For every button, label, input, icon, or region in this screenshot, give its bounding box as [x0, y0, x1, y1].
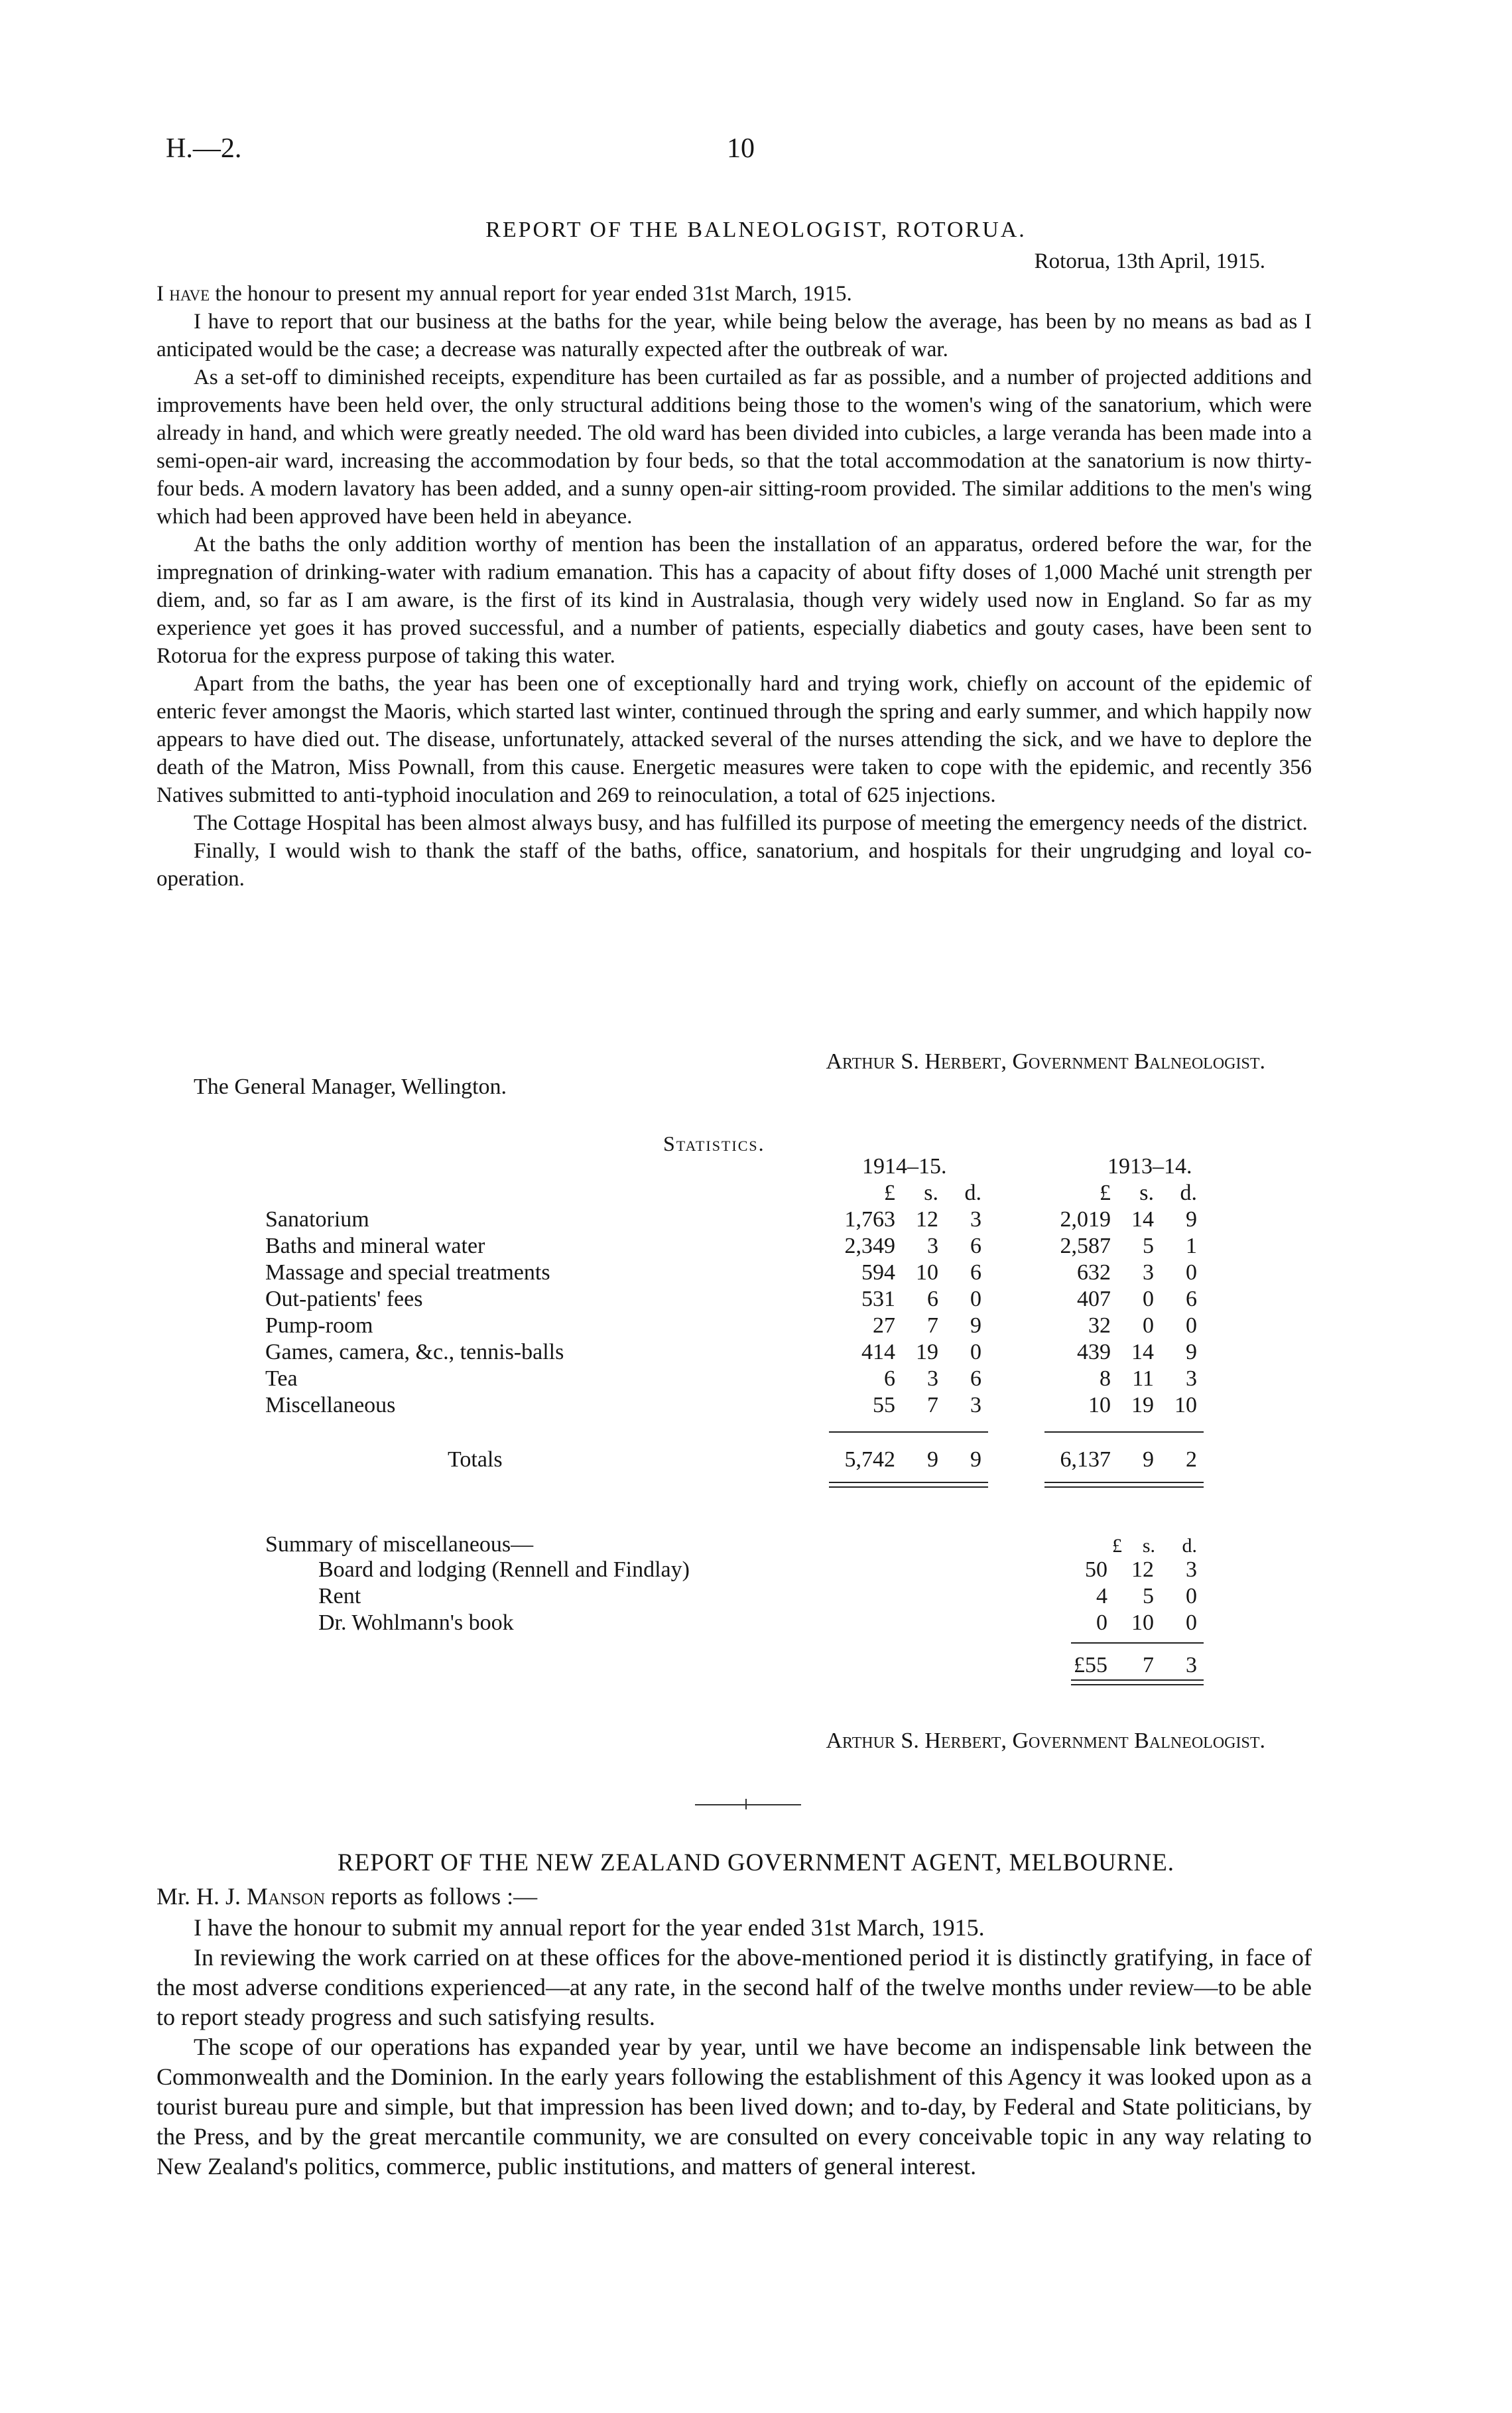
- report1-paragraph: I have to report that our business at the baths for the year, while being below the average, has been by no means as bad as I anticipated would be the case; a decrease was naturally expected after the outbreak of war.: [157, 310, 1312, 361]
- summary-row: Rent 4 5 0: [318, 1584, 1197, 1608]
- report2-paragraph: The scope of our operations has expanded year by year, until we have become an indispensable link between the Commonwealth and the Dominion. In the early years following the establishment of this Agency it was looked upon as a tourist bureau pure and simple, but that impression has been lived down; and to-day, by Federal and State politicians, by the Press, and by the great mercantile community, we are consulted on every conceivable topic in any way relating to New Zealand's politics, commerce, public institutions, and matters of general interest.: [157, 2034, 1312, 2180]
- pound-header: £: [884, 1181, 895, 1205]
- pound-header: £: [1112, 1535, 1122, 1557]
- report2-body: [157, 1913, 1312, 2182]
- report1-paragraph: Finally, I would wish to thank the staff of the baths, office, sanatorium, and hospitals for their ungrudging and loyal co-operation.: [157, 839, 1312, 891]
- report1-paragraph: Apart from the baths, the year has been one of exceptionally hard and trying work, chiefly on account of the epidemic of enteric fever amongst the Maoris, which started last winter, continued through the spring and early summer, and which happily now appears to have died out. The disease, unfortunately, attacked several of the nurses attending the sick, and we have to deplore the death of the Matron, Miss Pownall, from this cause. Energetic measures were taken to cope with the epidemic, and recently 356 Natives submitted to anti-typhoid inoculation and 269 to reinoculation, a total of 625 injections.: [157, 672, 1312, 807]
- report1-paragraph: The Cottage Hospital has been almost always busy, and has fulfilled its purpose of meeting the emergency needs of the district.: [194, 811, 1308, 835]
- shilling-header: s.: [1142, 1535, 1155, 1557]
- subtotal-rule: [1044, 1431, 1204, 1433]
- opening-rest: the honour to present my annual report for year ended 31st March, 1915.: [210, 282, 852, 306]
- year-header-1913: 1913–14.: [1107, 1154, 1192, 1179]
- section-divider-tick: [745, 1799, 747, 1809]
- summary-title: Summary of miscellaneous—: [265, 1532, 534, 1557]
- report1-paragraph: As a set-off to diminished receipts, expenditure has been curtailed as far as possible, and a number of projected additions and improvements have been held over, the only structural additions being those to the women's wing of the sanatorium, which were already in hand, and which were greatly needed. The old ward has been divided into cubicles, a large veranda has been made into a semi-open-air ward, increasing the accommodation by four beds, so that the total accommodation at the sanatorium is now thirty-four beds. A modern lavatory has been added, and a sunny open-air sitting-room provided. The similar additions to the men's wing which had been approved have been held in abeyance.: [157, 365, 1312, 529]
- summary-row: Dr. Wohlmann's book 0 10 0: [318, 1610, 1197, 1635]
- pence-header: d.: [1180, 1181, 1197, 1205]
- year-header-1914: 1914–15.: [862, 1154, 947, 1179]
- dateline: Rotorua, 13th April, 1915.: [1034, 249, 1265, 273]
- opening-word: I have: [157, 282, 210, 306]
- summary-total-row: £55 7 3: [1074, 1653, 1197, 1677]
- pound-header: £: [1100, 1181, 1111, 1205]
- report1-paragraph: At the baths the only addition worthy of mention has been the installation of an apparatus, ordered before the war, for the impregnation of drinking-water with radium emanation. This has a capacity of about fifty doses of 1,000 Maché unit strength per diem, and, so far as I am aware, is the first of its kind in Australasia, though very widely used now in England. So far as my experience yet goes it has proved successful, and a number of patients, especially diabetics and gouty cases, have been sent to Rotorua for the express purpose of taking this water.: [157, 533, 1312, 668]
- report2-paragraph: I have the honour to submit my annual report for the year ended 31st March, 1915.: [194, 1914, 985, 1941]
- pence-header: d.: [1182, 1535, 1197, 1557]
- summary-block: [265, 1532, 1260, 1678]
- summary-double-rule: [1071, 1679, 1204, 1685]
- section-divider: [695, 1804, 801, 1805]
- report1-opening-paragraph: [157, 280, 1312, 308]
- pence-header: d.: [964, 1181, 981, 1205]
- report-title-balneologist: REPORT OF THE BALNEOLOGIST, ROTORUA.: [485, 218, 1027, 242]
- summary-row: Board and lodging (Rennell and Findlay) 50 12 3: [318, 1557, 1197, 1582]
- report-title-melbourne: REPORT OF THE NEW ZEALAND GOVERNMENT AGENT, MELBOURNE.: [337, 1849, 1175, 1876]
- document-code: H.—2.: [166, 133, 242, 164]
- report1-body: [157, 280, 1312, 893]
- signature-balneologist: Arthur S. Herbert, Government Balneologist.: [826, 1049, 1265, 1074]
- shilling-header: s.: [1139, 1181, 1154, 1205]
- addressee: The General Manager, Wellington.: [194, 1075, 507, 1099]
- subtotal-rule: [829, 1431, 988, 1433]
- page-number: 10: [727, 133, 755, 164]
- signature-balneologist-2: Arthur S. Herbert, Government Balneologist.: [826, 1728, 1265, 1753]
- statistics-title: Statistics.: [663, 1132, 765, 1155]
- total-double-rule: [829, 1482, 988, 1488]
- report2-paragraph: In reviewing the work carried on at these offices for the above-mentioned period it is distinctly gratifying, in face of the most adverse conditions experienced—at any rate, in the second half of the twelve months under review—to be able to report steady progress and such satisfying results.: [157, 1944, 1312, 2030]
- report2-intro: Mr. H. J. Manson reports as follows :—: [157, 1883, 538, 1910]
- summary-rule: [1071, 1642, 1204, 1644]
- total-double-rule: [1044, 1482, 1204, 1488]
- shilling-header: s.: [924, 1181, 938, 1205]
